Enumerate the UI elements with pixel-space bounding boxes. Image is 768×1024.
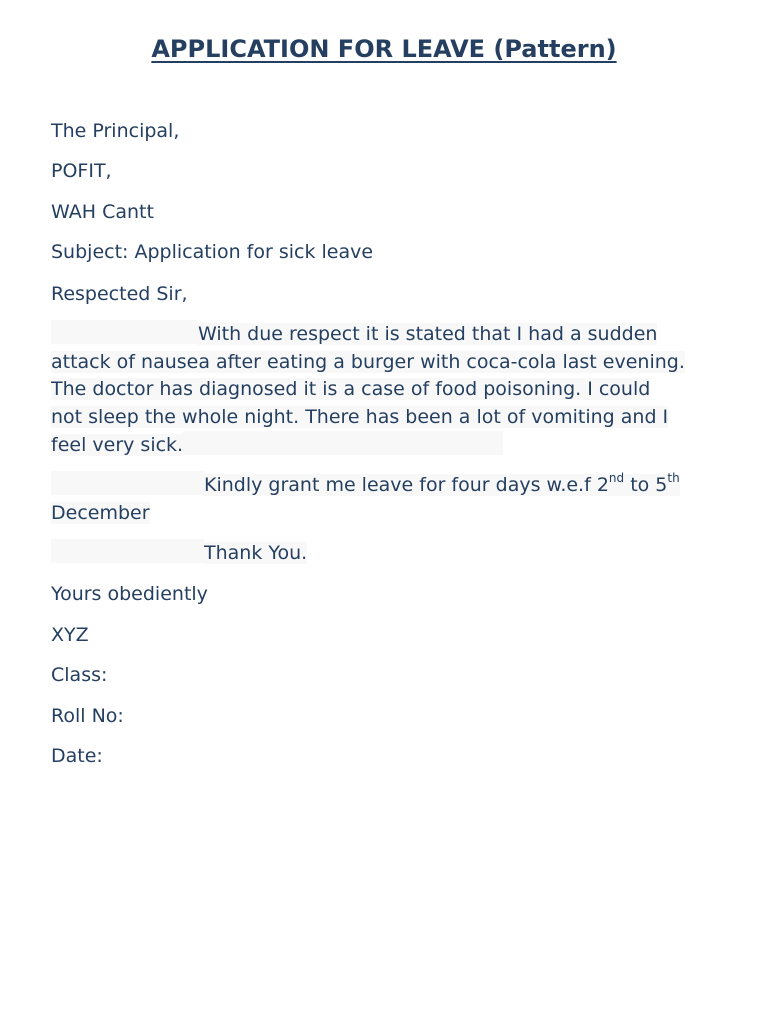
body-text: not sleep the whole night. There has been a lot of vomiting and I — [51, 406, 669, 428]
thanks-text: Thank You. — [204, 542, 308, 564]
body-paragraph-line — [51, 431, 503, 459]
indent-space — [51, 320, 198, 344]
recipient-line: The Principal, — [51, 120, 180, 142]
sender-name-line: XYZ — [51, 624, 89, 646]
body-paragraph-line — [51, 375, 650, 403]
indent-space — [51, 471, 204, 495]
salutation-line: Respected Sir, — [51, 283, 188, 305]
indent-space — [51, 539, 204, 563]
month-text: December — [51, 502, 150, 524]
class-line: Class: — [51, 664, 108, 686]
ordinal-suffix: nd — [608, 470, 625, 485]
sign-off-line: Yours obediently — [51, 583, 208, 605]
body-text: attack of nausea after eating a burger with coca-cola last evening. — [51, 351, 685, 373]
body-text: feel very sick. — [51, 434, 184, 456]
subject-line: Subject: Application for sick leave — [51, 241, 374, 263]
leave-request-line — [51, 471, 680, 499]
organization-line: POFIT, — [51, 160, 112, 182]
leave-request-line — [51, 499, 150, 527]
leave-request-text — [204, 470, 680, 496]
roll-number-line: Roll No: — [51, 705, 124, 727]
leave-request-start: Kindly grant me leave for four days w.e.f 2 — [204, 474, 609, 496]
body-paragraph-line — [51, 348, 685, 376]
trailing-space — [183, 431, 503, 455]
date-line: Date: — [51, 745, 103, 767]
city-line: WAH Cantt — [51, 201, 154, 223]
body-paragraph-line — [51, 320, 657, 348]
leave-request-middle: to 5 — [624, 474, 668, 496]
body-paragraph-line — [51, 403, 668, 431]
ordinal-suffix: th — [667, 470, 680, 485]
document-title: APPLICATION FOR LEAVE (Pattern) — [151, 35, 617, 63]
body-text: The doctor has diagnosed it is a case of food poisoning. I could — [51, 378, 651, 400]
body-text: With due respect it is stated that I had a sudden — [198, 323, 658, 345]
thanks-line — [51, 539, 307, 567]
